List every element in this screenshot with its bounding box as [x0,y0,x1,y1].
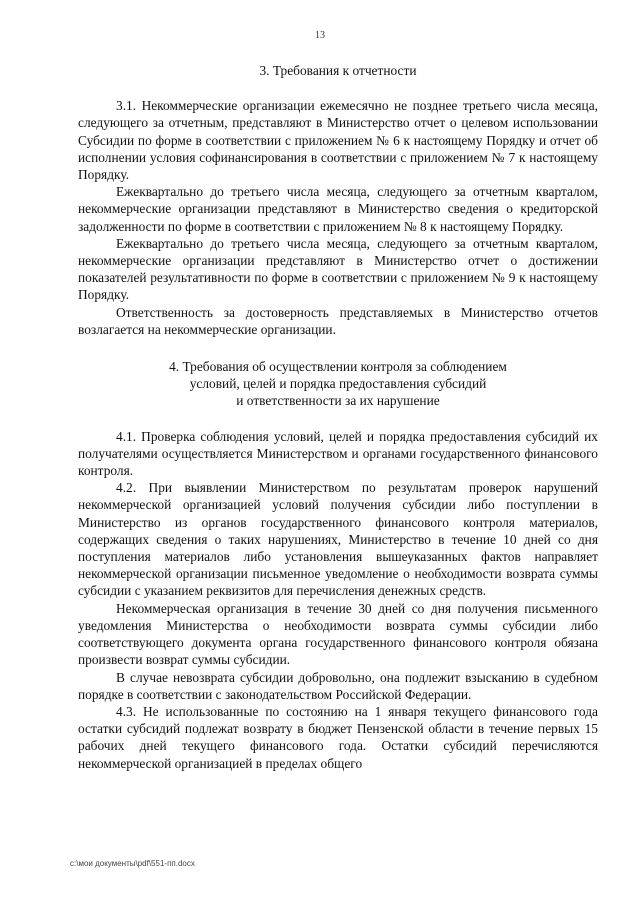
paragraph-3-4: Ответственность за достоверность представляемых в Министерство отчетов возлагается на некоммерческие организации. [78,304,598,337]
paragraph-4-2-return: Некоммерческая организация в течение 30 дней со дня получения письменного уведомления Министерства о необходимости возврата суммы субсидии либо соответствующего документа органа государственного финансового контроля обязана произвести возврат суммы субсидии. [78,600,598,668]
paragraph-3-3: Ежеквартально до третьего числа месяца, следующего за отчетным кварталом, некоммерческие организации представляют в Министерство отчет о достижении показателей результативности по форме в соответствии с приложением № 9 к настоящему Порядку. [78,235,598,303]
section-3-title: 3. Требования к отчетности [259,63,417,78]
paragraph-4-2: 4.2. При выявлении Министерством по результатам проверок нарушений некоммерческой организацией условий получения субсидии либо поступлении в Министерство из органов государственного финансового контроля материалов, содержащих сведения о таких нарушениях, Министерство в течение 10 дней со дня поступления материалов либо установления вышеуказанных фактов направляет некоммерческой организации письменное уведомление о необходимости возврата суммы субсидии с указанием реквизитов для перечисления денежных средств. [78,480,598,599]
paragraph-3-2: Ежеквартально до третьего числа месяца, следующего за отчетным кварталом, некоммерческие организации представляют в Министерство сведения о кредиторской задолженности по форме в соответствии с приложением № 8 к настоящему Порядку. [78,184,598,234]
footer-file-path: c:\мои документы\pdf\551-пп.docx [70,859,195,868]
section-4-title-line: условий, целей и порядка предоставления субсидий [189,376,487,392]
paragraph-4-2-court: В случае невозврата субсидии добровольно, она подлежит взысканию в судебном порядке в соответствии с законодательством Российской Федерации. [78,669,598,702]
page-number: 13 [315,30,325,41]
document-body [78,62,598,772]
section-4-title-line: 4. Требования об осуществлении контроля за соблюдением [169,359,507,375]
paragraph-4-3: 4.3. Не использованные по состоянию на 1 января текущего финансового года остатки субсидий подлежат возврату в бюджет Пензенской области в течение первых 15 рабочих дней текущего финансового года. Остатки субсидий перечисляются некоммерческой организацией в пределах общего [78,703,598,771]
section-4-title [78,358,598,410]
paragraph-4-1: 4.1. Проверка соблюдения условий, целей и порядка предоставления субсидий их получателями осуществляется Министерством и органами государственного финансового контроля. [78,428,598,479]
paragraph-3-1: 3.1. Некоммерческие организации ежемесячно не позднее третьего числа месяца, следующего за отчетным, представляют в Министерство отчет о целевом использовании Субсидии по форме в соответствии с приложением № 6 к настоящему Порядку и отчет об исполнении условия софинансирования в соответствии с приложением № 7 к настоящему Порядку. [78,98,598,183]
section-4-title-line: и ответственности за их нарушение [236,393,440,409]
